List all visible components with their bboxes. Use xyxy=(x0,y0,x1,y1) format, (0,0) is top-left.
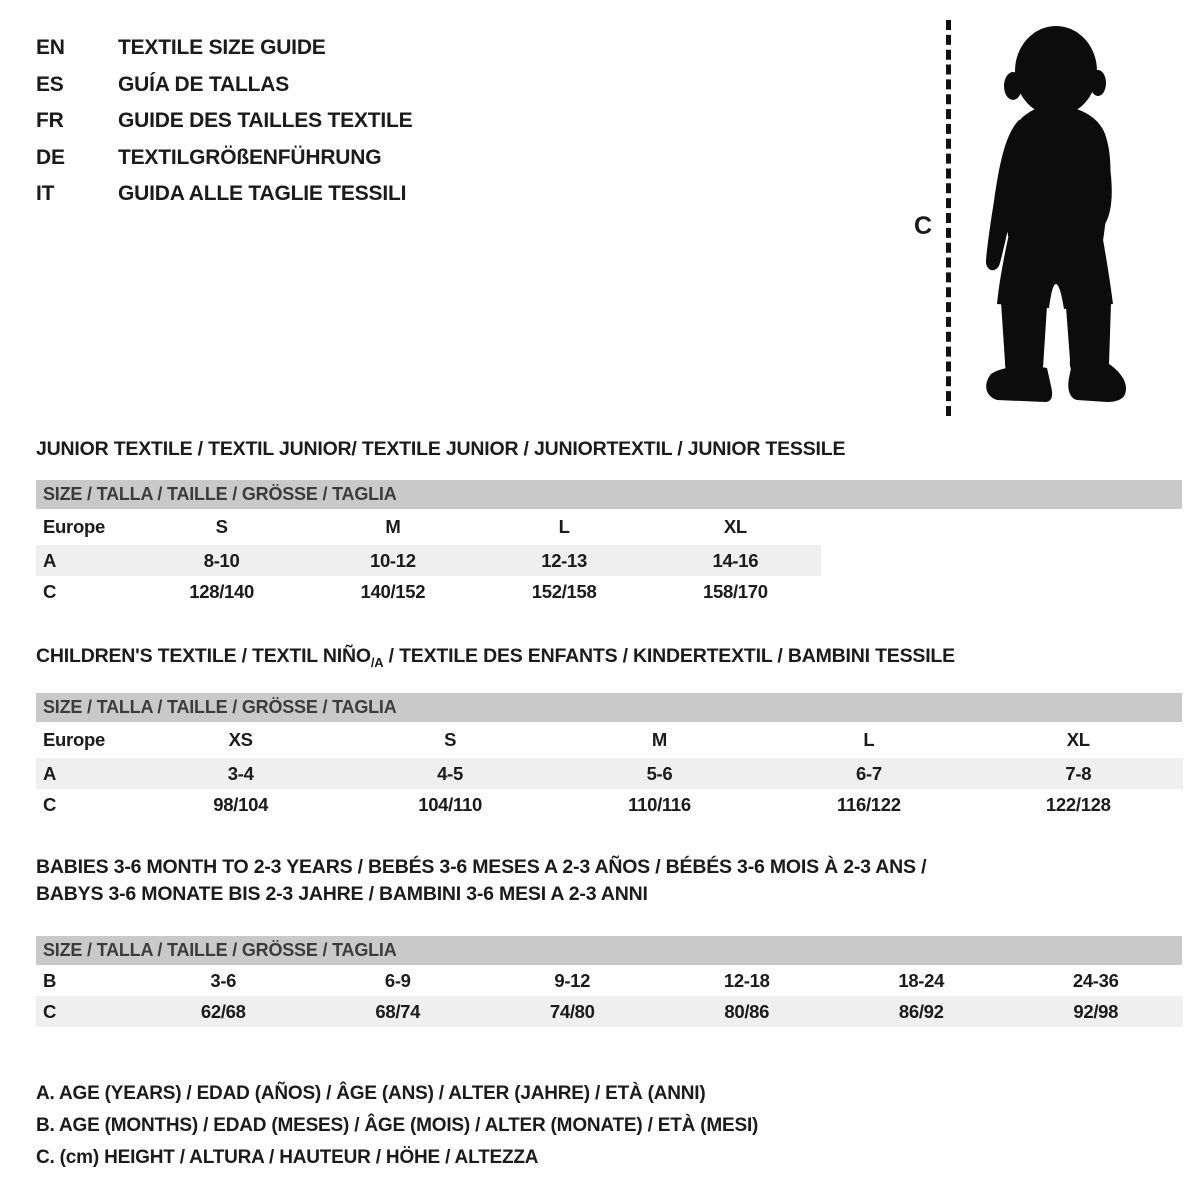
size-column-header: S xyxy=(444,729,457,751)
junior-size-table xyxy=(36,509,821,607)
height-value: 140/152 xyxy=(360,580,426,602)
age-months-value: 24-36 xyxy=(1072,970,1119,992)
age-months-value: 3-6 xyxy=(210,970,237,992)
children-title-subscript: /A xyxy=(370,654,384,670)
footnote-a: A. AGE (YEARS) / EDAD (AÑOS) / ÂGE (ANS) / ALTER (JAHRE) / ETÀ (ANNI) xyxy=(36,1083,706,1105)
height-value: 104/110 xyxy=(418,794,482,816)
language-code: ES xyxy=(36,72,64,96)
height-value: 128/140 xyxy=(189,580,255,602)
guide-title-de: TEXTILGRÖßENFÜHRUNG xyxy=(118,145,382,169)
children-textile-section xyxy=(36,644,1182,821)
children-size-header-bar: SIZE / TALLA / TAILLE / GRÖSSE / TAGLIA xyxy=(36,693,1182,722)
height-value: 68/74 xyxy=(311,996,486,1027)
height-value: 158/170 xyxy=(702,580,768,602)
height-value: 110/116 xyxy=(628,794,691,816)
row-label-height: C xyxy=(36,996,136,1027)
babies-size-header-bar: SIZE / TALLA / TAILLE / GRÖSSE / TAGLIA xyxy=(36,936,1182,965)
height-value: 122/128 xyxy=(1045,794,1111,816)
row-label-height: C xyxy=(43,580,57,602)
age-months-value: 9-12 xyxy=(554,970,591,992)
height-value: 80/86 xyxy=(660,996,835,1027)
language-code: EN xyxy=(36,36,65,60)
size-column-header: L xyxy=(558,515,570,537)
children-title-pre: CHILDREN'S TEXTILE / TEXTIL NIÑO xyxy=(36,644,371,667)
guide-title-fr: GUIDE DES TAILLES TEXTILE xyxy=(118,109,413,133)
guide-title-en: TEXTILE SIZE GUIDE xyxy=(118,36,326,60)
age-value: 3-4 xyxy=(136,758,345,789)
height-value: 74/80 xyxy=(485,996,660,1027)
height-value: 98/104 xyxy=(213,794,269,816)
age-value: 8-10 xyxy=(136,545,307,576)
age-value: 4-5 xyxy=(345,758,554,789)
children-title-post: / TEXTILE DES ENFANTS / KINDERTEXTIL / BAMBINI TESSILE xyxy=(383,644,955,667)
size-column-header: L xyxy=(863,729,875,751)
region-label: Europe xyxy=(43,729,105,751)
children-size-table xyxy=(36,722,1183,820)
size-column-header: M xyxy=(651,729,668,751)
height-value: 62/68 xyxy=(136,996,311,1027)
language-code: IT xyxy=(36,182,55,206)
size-column-header: XL xyxy=(1066,729,1090,751)
height-dashed-line xyxy=(946,20,951,416)
age-value: 12-13 xyxy=(479,545,650,576)
age-value: 14-16 xyxy=(650,545,821,576)
height-measure-figure xyxy=(900,14,1165,426)
row-label-age: A xyxy=(36,545,136,576)
size-column-header: S xyxy=(215,515,228,537)
babies-title-line2: BABYS 3-6 MONATE BIS 2-3 JAHRE / BAMBINI 3-6 MESI A 2-3 ANNI xyxy=(36,883,648,906)
language-code: FR xyxy=(36,109,64,133)
footnote-b: B. AGE (MONTHS) / EDAD (MESES) / ÂGE (MOIS) / ALTER (MONATE) / ETÀ (MESI) xyxy=(36,1115,759,1137)
size-column-header: M xyxy=(385,515,401,537)
age-value: 10-12 xyxy=(307,545,478,576)
junior-textile-section xyxy=(36,437,1182,607)
size-column-header: XL xyxy=(723,515,747,537)
toddler-silhouette-icon xyxy=(963,16,1148,426)
language-code: DE xyxy=(36,145,65,169)
babies-textile-section xyxy=(36,854,1182,1027)
babies-section-title xyxy=(36,854,1182,908)
row-label-age: A xyxy=(36,758,136,789)
age-months-value: 12-18 xyxy=(723,970,770,992)
row-label-height: C xyxy=(43,794,57,816)
height-value: 116/122 xyxy=(837,794,901,816)
footnote-legend xyxy=(36,1078,1182,1174)
junior-section-title: JUNIOR TEXTILE / TEXTIL JUNIOR/ TEXTILE JUNIOR / JUNIORTEXTIL / JUNIOR TESSILE xyxy=(36,437,846,460)
height-measure-label: C xyxy=(914,212,933,240)
guide-title-es: GUÍA DE TALLAS xyxy=(118,72,290,96)
height-value: 152/158 xyxy=(531,580,597,602)
height-value: 92/98 xyxy=(1009,996,1184,1027)
age-value: 5-6 xyxy=(555,758,764,789)
babies-title-line1: BABIES 3-6 MONTH TO 2-3 YEARS / BEBÉS 3-6 MESES A 2-3 AÑOS / BÉBÉS 3-6 MOIS À 2-3 ANS / xyxy=(36,856,927,879)
footnote-c: C. (cm) HEIGHT / ALTURA / HAUTEUR / HÖHE / ALTEZZA xyxy=(36,1147,539,1169)
guide-title-it: GUIDA ALLE TAGLIE TESSILI xyxy=(118,182,407,206)
junior-size-header-bar: SIZE / TALLA / TAILLE / GRÖSSE / TAGLIA xyxy=(36,480,1182,509)
children-section-title xyxy=(36,644,1182,675)
age-value: 6-7 xyxy=(764,758,973,789)
size-column-header: XS xyxy=(228,729,253,751)
region-label: Europe xyxy=(43,515,105,537)
height-value: 86/92 xyxy=(834,996,1009,1027)
age-value: 7-8 xyxy=(974,758,1183,789)
age-months-value: 6-9 xyxy=(384,970,411,992)
babies-size-table xyxy=(36,965,1183,1027)
age-months-value: 18-24 xyxy=(898,970,945,992)
row-label-age-months: B xyxy=(43,970,57,992)
